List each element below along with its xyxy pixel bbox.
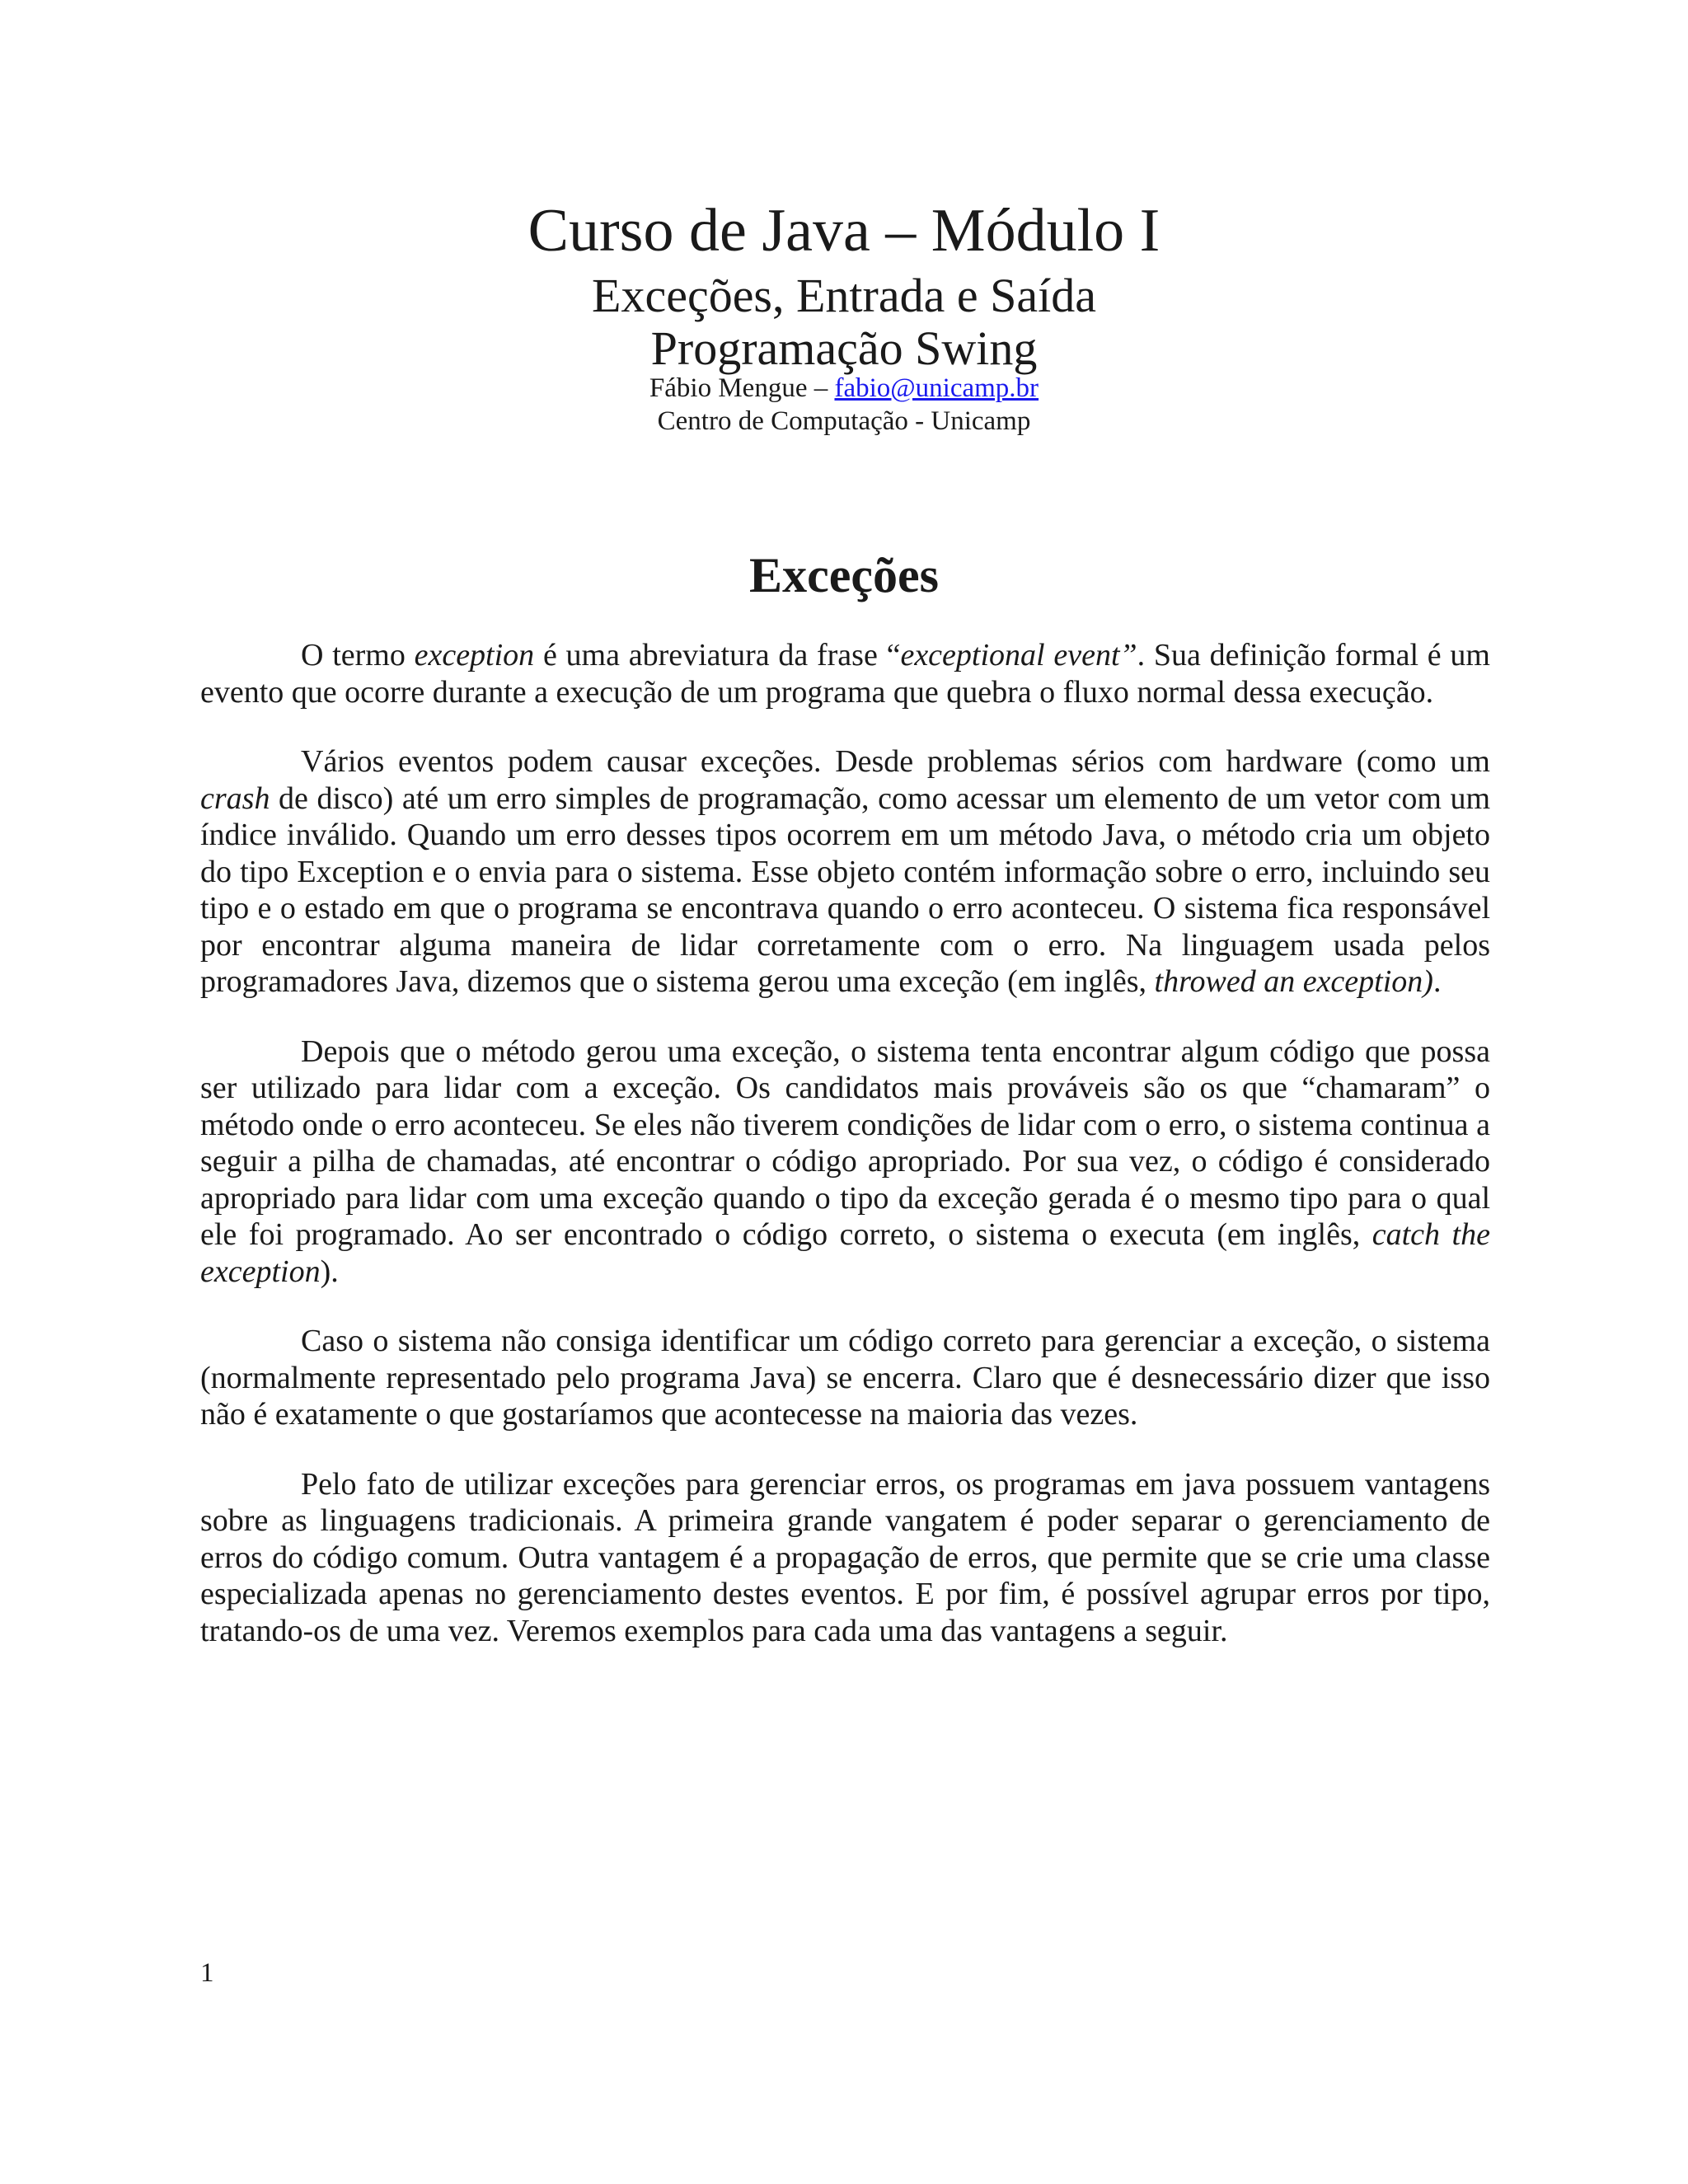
document-subtitle-2: Programação Swing	[650, 321, 1038, 375]
paragraph-3: Depois que o método gerou uma exceção, o sistema tenta encontrar algum código que possa ser utilizado para lidar com a exceção. Os candidatos mais prováveis são os que “chamaram” o método onde o erro aconteceu. Se eles não tiverem condições de lidar com o erro, o sistema continua a seguir a pilha de chamadas, até encontrar o código apropriado. Por sua vez, o código é considerado apropriado para lidar com uma exceção quando o tipo da exceção gerada é o mesmo tipo para o qual ele foi programado. Ao ser encontrado o código correto, o sistema o executa (em inglês, catch the exception).	[200, 1033, 1490, 1289]
paragraph-4: Caso o sistema não consiga identificar um código correto para gerenciar a exceção, o sistema (normalmente representado pelo programa Java) se encerra. Claro que é desnecessário dizer que isso não é exatamente o que gostaríamos que acontecesse na maioria das vezes.	[200, 1324, 1490, 1432]
author-name: Fábio Mengue –	[649, 373, 835, 403]
document-title: Curso de Java – Módulo I	[528, 197, 1160, 265]
paragraph-5: Pelo fato de utilizar exceções para gerenciar erros, os programas em java possuem vantagens sobre as linguagens tradicionais. A primeira grande vangatem é poder separar o gerenciamento de erros do código comum. Outra vantagem é a propagação de erros, que permite que se crie uma classe especializada apenas no gerenciamento destes eventos. E por fim, é possível agrupar erros por tipo, tratando-os de uma vez. Veremos exemplos para cada uma das vantagens a seguir.	[200, 1466, 1490, 1648]
paragraph-2: Vários eventos podem causar exceções. Desde problemas sérios com hardware (como um crash de disco) até um erro simples de programação, como acessar um elemento de um vetor com um índice inválido. Quando um erro desses tipos ocorrem em um método Java, o método cria um objeto do tipo Exception e o envia para o sistema. Esse objeto contém informação sobre o erro, incluindo seu tipo e o estado em que o programa se encontrava quando o erro aconteceu. O sistema fica responsável por encontrar alguma maneira de lidar corretamente com o erro. Na linguagem usada pelos programadores Java, dizemos que o sistema gerou uma exceção (em inglês, throwed an exception).	[200, 744, 1490, 999]
page-number: 1	[200, 1958, 214, 1988]
section-heading: Exceções	[749, 548, 939, 602]
author-email-link[interactable]: fabio@unicamp.br	[834, 373, 1039, 403]
body-text	[200, 637, 1490, 1682]
document-subtitle-1: Exceções, Entrada e Saída	[592, 269, 1096, 322]
author-line	[0, 371, 1688, 405]
paragraph-1: O termo exception é uma abreviatura da frase “exceptional event”. Sua definição formal é um evento que ocorre durante a execução de um programa que quebra o fluxo normal dessa execução.	[200, 638, 1490, 710]
organization: Centro de Computação - Unicamp	[657, 406, 1031, 436]
